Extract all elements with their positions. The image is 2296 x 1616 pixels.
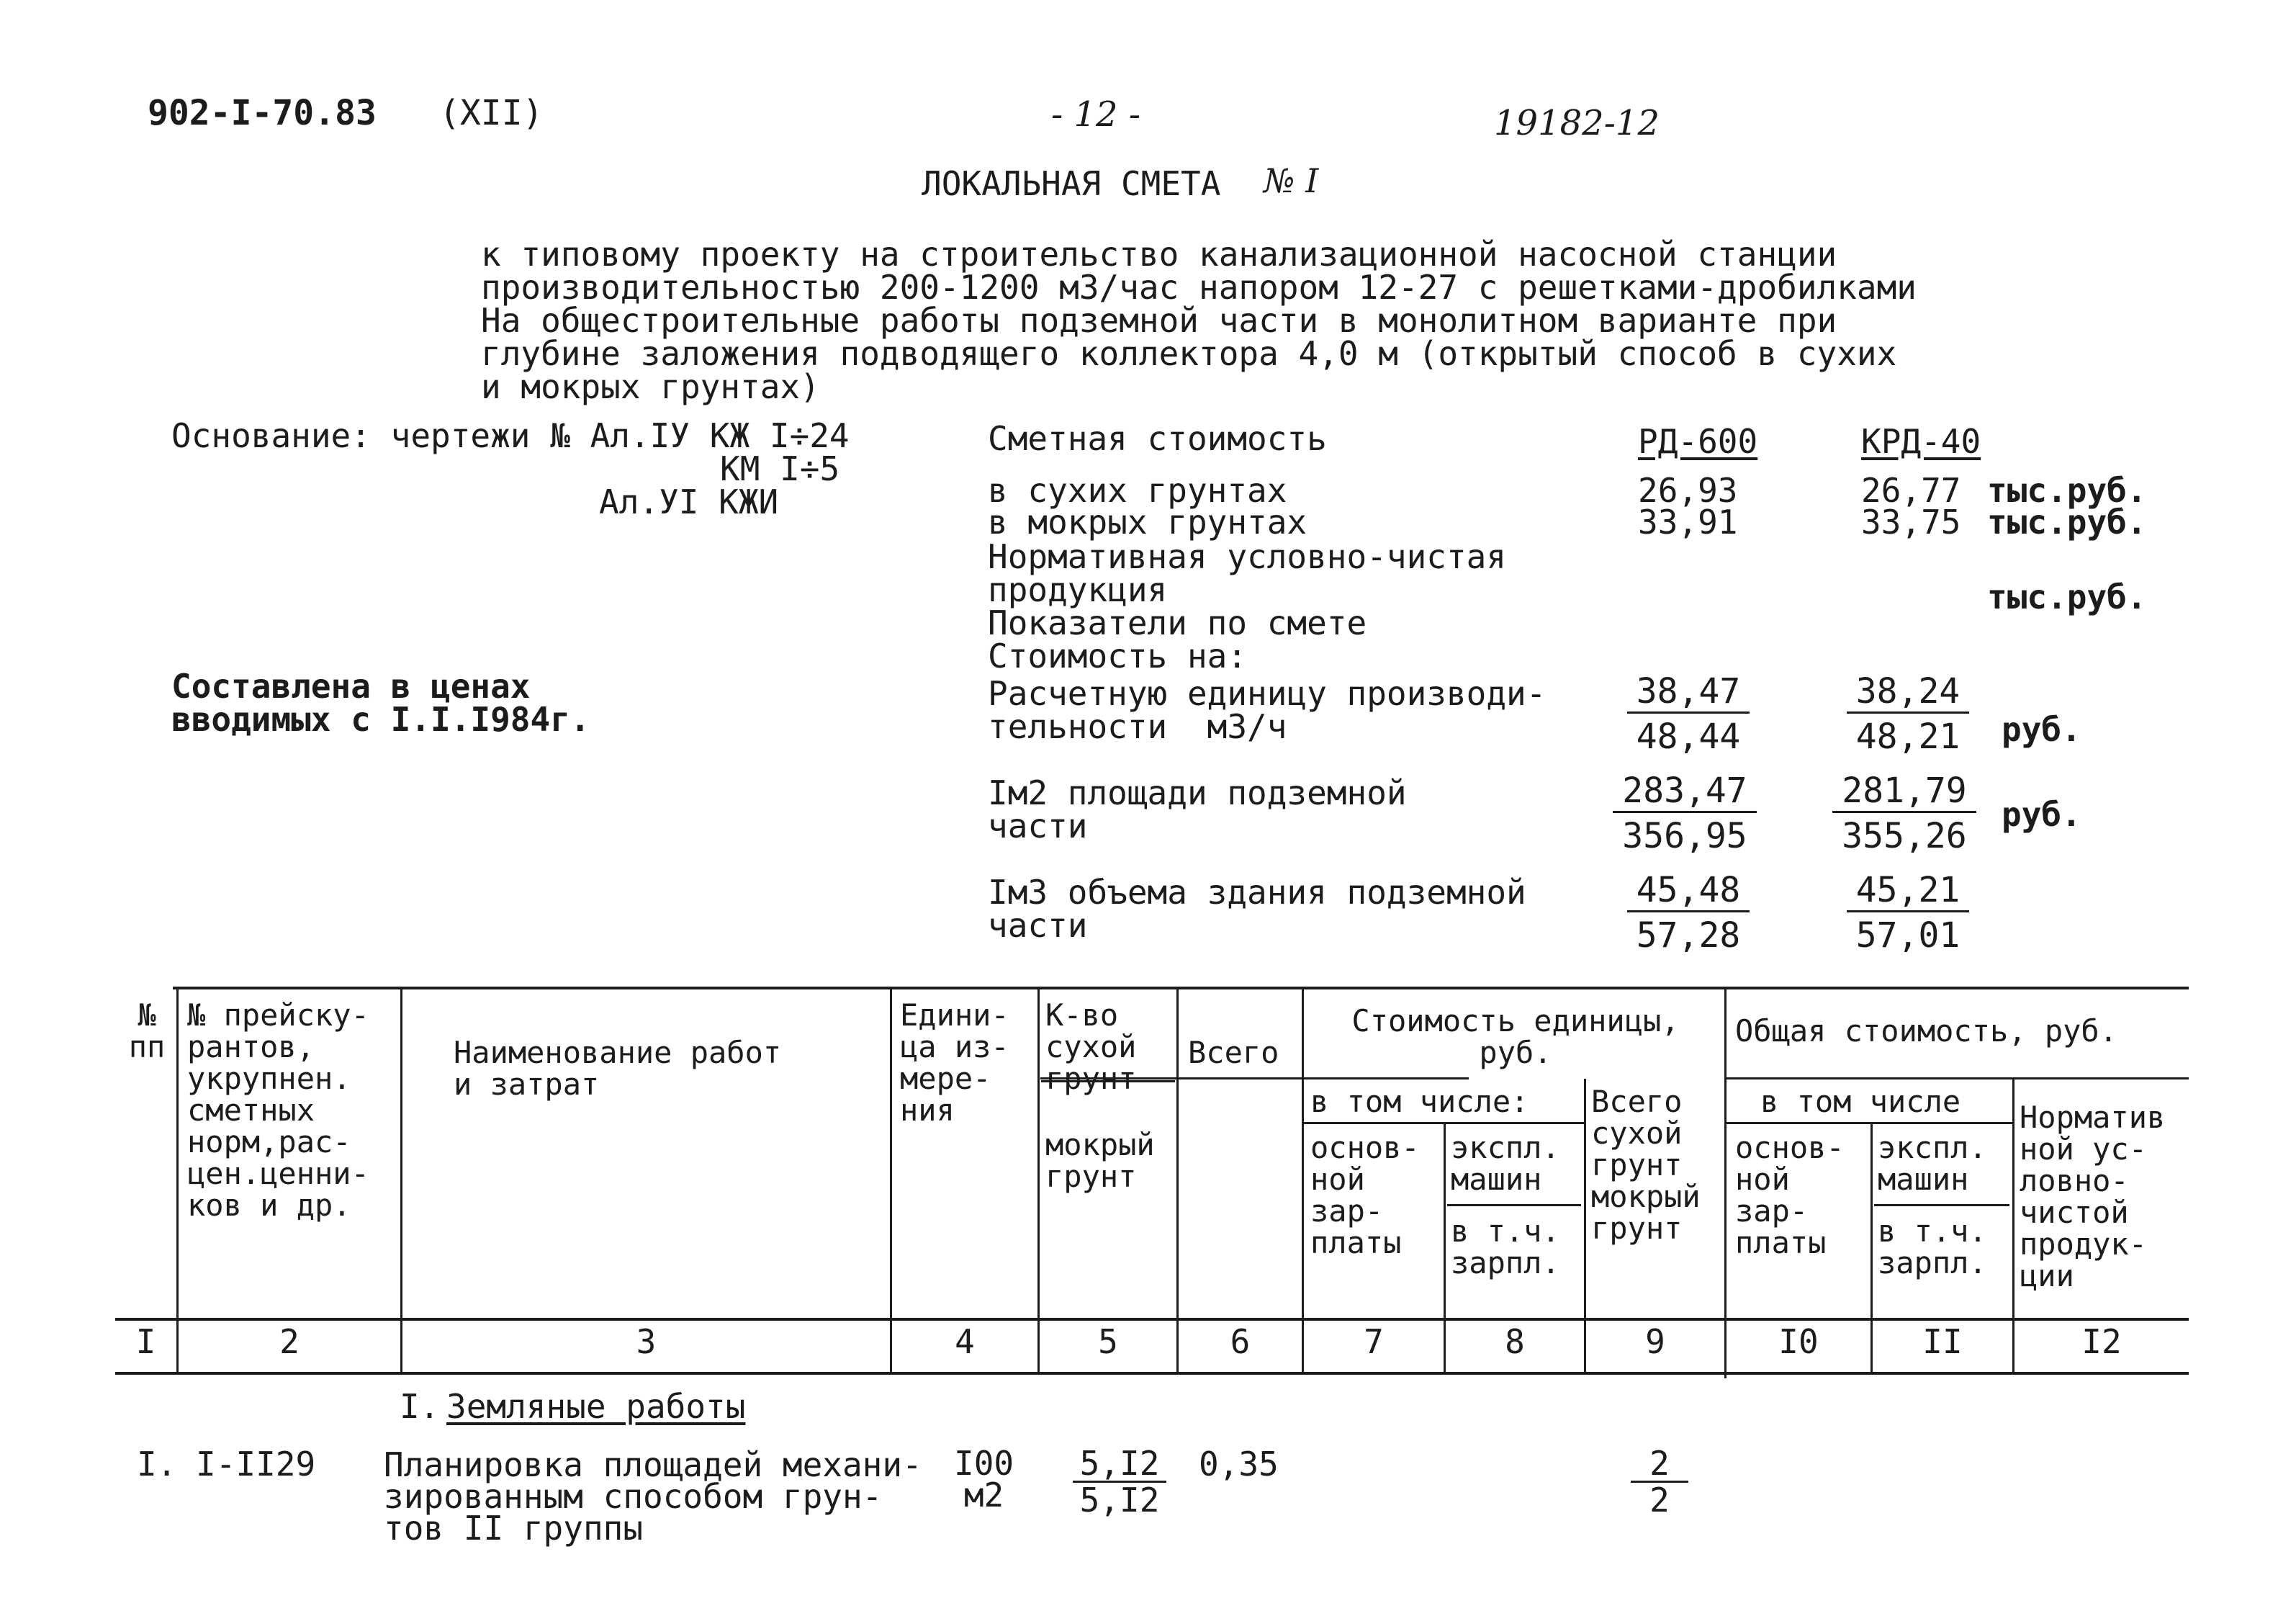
description-line: глубине заложения подводящего коллектора 4,0 м (открытый способ в сухих <box>481 334 1897 373</box>
col-number: 6 <box>1230 1322 1251 1361</box>
col-number: I0 <box>1778 1322 1819 1361</box>
header-total: Всего <box>1188 1035 1279 1070</box>
header-unit-cost: Стоимость единицы, руб. <box>1351 1003 1680 1070</box>
row-cost-wet: 2 <box>1649 1481 1670 1520</box>
wet-value-a: 33,91 <box>1638 503 1738 542</box>
page-number: - 12 - <box>1051 94 1141 135</box>
header-unit: Едини- ца из- мере- ния <box>900 997 1009 1128</box>
col-sep <box>400 989 402 1372</box>
dry-label: в сухих грунтах <box>988 471 1287 510</box>
header-all-ground: Всего сухой грунт мокрый грунт <box>1591 1084 1701 1246</box>
norm-unit: тыс.руб. <box>1987 578 2147 616</box>
header-incl: в том числе: <box>1310 1084 1529 1119</box>
col-b-header: КРД-40 <box>1861 422 1981 461</box>
area-b-top: 281,79 <box>1832 773 1976 813</box>
row-qty-dry: 5,I2 <box>1073 1446 1166 1483</box>
section-number: I. <box>400 1387 440 1426</box>
header-num: № пп <box>128 997 166 1064</box>
header-pricelist: № прейску- рантов, укрупнен. сметных норм,рас- цен.ценни- ков и др. <box>187 997 369 1223</box>
volume-fraction-b <box>1847 870 1969 956</box>
volume-fraction-a <box>1627 870 1750 956</box>
calc-fraction-b <box>1847 671 1969 757</box>
row-code: I-II29 <box>196 1445 316 1483</box>
header-machines2: экспл. машин <box>1878 1130 1987 1197</box>
basis-label: Основание: чертежи № Ал.IУ КЖ I÷24 <box>171 416 850 455</box>
area-a-top: 283,47 <box>1613 773 1757 813</box>
description-line: производительностью 200-1200 м3/час напором 12-27 с решетками-дробилками <box>481 268 1917 307</box>
area-line2: части <box>988 807 1088 845</box>
volume-b-bot: 57,01 <box>1855 915 1960 956</box>
col-a-header: РД-600 <box>1638 422 1758 461</box>
header-machines-salary: в т.ч. зарпл. <box>1451 1213 1560 1280</box>
row-total: 0,35 <box>1199 1445 1279 1483</box>
col-number: II <box>1922 1322 1963 1361</box>
calc-a-bot: 48,44 <box>1636 717 1741 757</box>
compiled-line1: Составлена в ценах <box>171 667 531 706</box>
header-normative: Норматив ной ус- ловно- чистой продук- ции <box>2020 1100 2166 1293</box>
wet-value-b: 33,75 <box>1861 503 1961 542</box>
estimate-number: № I <box>1264 161 1319 200</box>
row-unit: I00 м2 <box>954 1444 1014 1514</box>
col-number: 8 <box>1505 1322 1525 1361</box>
header-bottom-rule <box>115 1318 2189 1321</box>
header-salary2: основ- ной зар- платы <box>1735 1130 1845 1260</box>
incl-subrule <box>1302 1122 1584 1124</box>
row-number: I. <box>137 1445 177 1483</box>
section-title: Земляные работы <box>446 1387 746 1426</box>
document-code: 902-I-70.83 <box>148 93 377 133</box>
basis-line2: КМ I÷5 <box>720 449 840 488</box>
row-cost-dry: 2 <box>1631 1446 1688 1483</box>
calc-b-top: 38,24 <box>1847 674 1969 714</box>
cost-for-label: Стоимость на: <box>988 637 1248 675</box>
calc-a-top: 38,47 <box>1627 674 1750 714</box>
calc-line1: Расчетную единицу производи- <box>988 674 1547 713</box>
machines2-underline <box>1874 1204 2009 1206</box>
area-a-bot: 356,95 <box>1622 816 1747 856</box>
volume-line1: Iм3 объема здания подземной <box>988 873 1526 912</box>
area-b-bot: 355,26 <box>1842 816 1967 856</box>
col-number: 7 <box>1364 1322 1384 1361</box>
volume-a-top: 45,48 <box>1627 873 1750 912</box>
calc-unit: руб. <box>2002 710 2081 749</box>
header-qty-dry: К-во сухой грунт <box>1045 997 1137 1096</box>
calc-b-bot: 48,21 <box>1855 717 1960 757</box>
row-work-name: Планировка площадей механи- зированным способом грун- тов II группы <box>384 1445 922 1548</box>
machines-underline <box>1447 1204 1581 1206</box>
header-incl2: в том числе <box>1760 1084 1961 1119</box>
col-sep <box>890 989 892 1372</box>
col-number: 2 <box>279 1322 300 1361</box>
compiled-line2: вводимых с I.I.I984г. <box>171 700 590 739</box>
basis-line3: Ал.УI КЖИ <box>599 482 779 521</box>
area-fraction-b <box>1832 771 1976 856</box>
cost-title: Сметная стоимость <box>988 419 1327 458</box>
dry-value-a: 26,93 <box>1638 471 1738 510</box>
col-number: I2 <box>2081 1322 2122 1361</box>
col-sep <box>1302 989 1304 1372</box>
description-block <box>481 235 1917 406</box>
area-line1: Iм2 площади подземной <box>988 773 1407 812</box>
col-sep <box>1037 989 1040 1372</box>
page-title: ЛОКАЛЬНАЯ СМЕТА <box>922 164 1221 203</box>
col-number: 4 <box>955 1322 975 1361</box>
calc-fraction-a <box>1627 671 1750 757</box>
column-numbers-rule <box>115 1372 2189 1375</box>
norm-line2: продукция <box>988 570 1168 609</box>
dry-value-b: 26,77 <box>1861 471 1961 510</box>
reference-number: 19182-12 <box>1494 103 1660 143</box>
row-qty-wet: 5,I2 <box>1079 1481 1160 1520</box>
col-sep <box>176 989 179 1372</box>
wet-label: в мокрых грунтах <box>988 503 1307 542</box>
col-sep <box>1176 989 1179 1372</box>
norm-line1: Нормативная условно-чистая <box>988 537 1507 576</box>
description-line: На общестроительные работы подземной части в монолитном варианте при <box>481 301 1837 340</box>
header-work-name: Наименование работ и затрат <box>454 1035 782 1102</box>
header-qty-wet: мокрый грунт <box>1045 1127 1155 1194</box>
total-cost-subrule <box>1724 1077 2189 1079</box>
area-fraction-a <box>1613 771 1757 856</box>
area-unit: руб. <box>2002 795 2081 834</box>
description-line: и мокрых грунтах) <box>481 367 820 406</box>
col-number: 9 <box>1645 1322 1665 1361</box>
table-top-rule <box>173 987 2189 989</box>
description-line: к типовому проекту на строительство канализационной насосной станции <box>481 235 1837 274</box>
col-number: 3 <box>636 1322 657 1361</box>
col-sep <box>1724 989 1726 1378</box>
row-qty-fraction <box>1073 1444 1166 1520</box>
header-salary: основ- ной зар- платы <box>1310 1130 1420 1260</box>
volume-line2: части <box>988 906 1088 945</box>
incl2-subrule <box>1724 1122 2012 1124</box>
header-machines: экспл. машин <box>1451 1130 1560 1197</box>
col-number: 5 <box>1098 1322 1118 1361</box>
col-number: I <box>135 1322 156 1361</box>
wet-unit: тыс.руб. <box>1987 503 2147 542</box>
calc-line2: тельности м3/ч <box>988 707 1287 746</box>
header-total-cost: Общая стоимость, руб. <box>1735 1013 2118 1049</box>
volume-a-bot: 57,28 <box>1636 915 1741 956</box>
header-machines-salary2: в т.ч. зарпл. <box>1878 1213 1987 1280</box>
row-cost-fraction <box>1631 1444 1688 1520</box>
indicators-label: Показатели по смете <box>988 603 1367 642</box>
dry-unit: тыс.руб. <box>1987 471 2147 510</box>
album-number: (XII) <box>439 93 544 133</box>
volume-b-top: 45,21 <box>1847 873 1969 912</box>
